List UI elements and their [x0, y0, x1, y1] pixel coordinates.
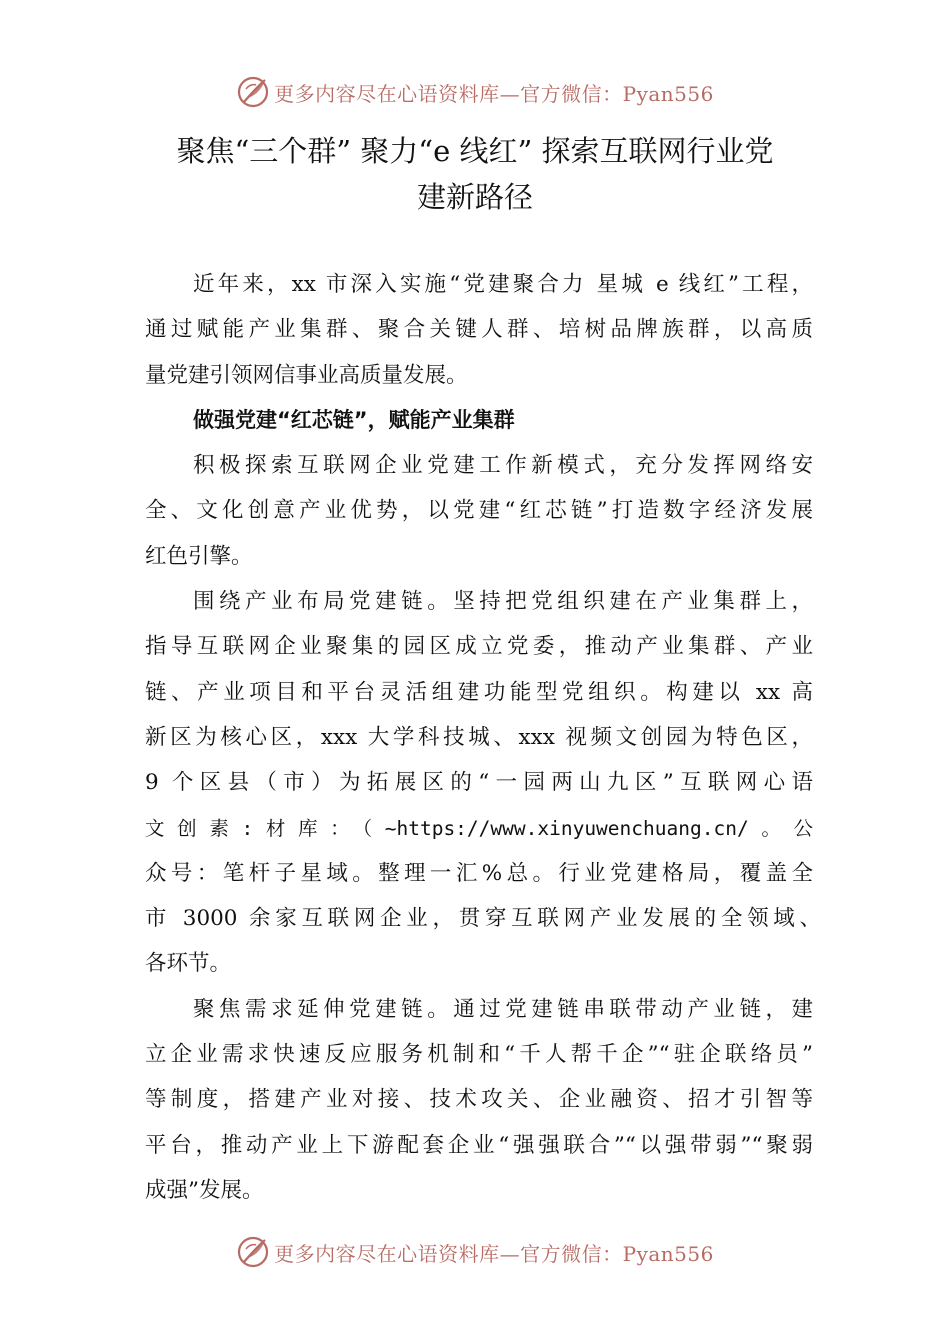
document-title: [100, 128, 850, 220]
title-line-2: 建新路径: [416, 180, 533, 214]
paragraph-line: 聚焦需求延伸党建链。通过党建链串联带动产业链，建: [193, 996, 813, 1022]
paragraph-line: 全、文化创意产业优势，以党建“红芯链”打造数字经济发展: [145, 498, 813, 524]
watermark-text: 更多内容尽在心语资料库—官方微信：Pyan556: [274, 1241, 714, 1266]
watermark-text: 更多内容尽在心语资料库—官方微信：Pyan556: [274, 81, 714, 106]
title-line-1: 聚焦“三个群” 聚力“e 线红” 探索互联网行业党: [176, 134, 774, 168]
paragraph-line: 市 3000 余家互联网企业，贯穿互联网产业发展的全领域、: [145, 906, 821, 932]
feather-circle-logo-icon: [236, 1235, 270, 1269]
paragraph-line: 新区为核心区，xxx 大学科技城、xxx 视频文创园为特色区，: [145, 724, 813, 750]
paragraph-line: 指导互联网企业聚集的园区成立党委，推动产业集群、产业: [145, 634, 813, 660]
paragraph-line: 量党建引领网信事业高质量发展。: [145, 362, 468, 388]
paragraph-line: 立企业需求快速反应服务机制和“千人帮千企”“驻企联络员”: [145, 1042, 813, 1068]
feather-circle-logo-icon: [236, 75, 270, 109]
paragraph-industry-layout: [145, 579, 821, 987]
paragraph-line: 围绕产业布局党建链。坚持把党组织建在产业集群上，: [193, 589, 813, 615]
paragraph-line: 等制度，搭建产业对接、技术攻关、企业融资、招才引智等: [145, 1087, 813, 1113]
paragraph-line: 积极探索互联网企业党建工作新模式，充分发挥网络安: [193, 453, 813, 479]
paragraph-line: 红色引擎。: [145, 543, 253, 569]
watermark-header: [0, 72, 950, 112]
document-body: [145, 262, 821, 1213]
paragraph-line: 平台，推动产业上下游配套企业“强强联合”“以强带弱”“聚弱: [145, 1132, 813, 1158]
section-heading: 做强党建“红芯链”，赋能产业集群: [193, 407, 515, 432]
paragraph-line-url: 文创素:材库：（~https://www.xinyuwenchuang.cn/。公: [145, 816, 813, 840]
paragraph-line: 近年来，xx 市深入实施“党建聚合力 星城 e 线红”工程，: [193, 272, 813, 297]
paragraph-line: 成强”发展。: [145, 1177, 264, 1203]
paragraph-line: 链、产业项目和平台灵活组建功能型党组织。构建以 xx 高: [145, 679, 813, 705]
paragraph-line: 众号：笔杆子星域。整理一汇%总。行业党建格局，覆盖全: [145, 860, 813, 886]
paragraph-intro: [145, 262, 813, 398]
paragraph-line: 各环节。: [145, 951, 232, 977]
paragraph-demand: [145, 987, 813, 1213]
paragraph-line: 9 个区县（市）为拓展区的“一园两山九区”互联网心语: [145, 770, 813, 796]
watermark-footer: [0, 1232, 950, 1272]
paragraph-explore: [145, 443, 813, 579]
paragraph-line: 通过赋能产业集群、聚合关键人群、培树品牌族群，以高质: [145, 317, 813, 343]
